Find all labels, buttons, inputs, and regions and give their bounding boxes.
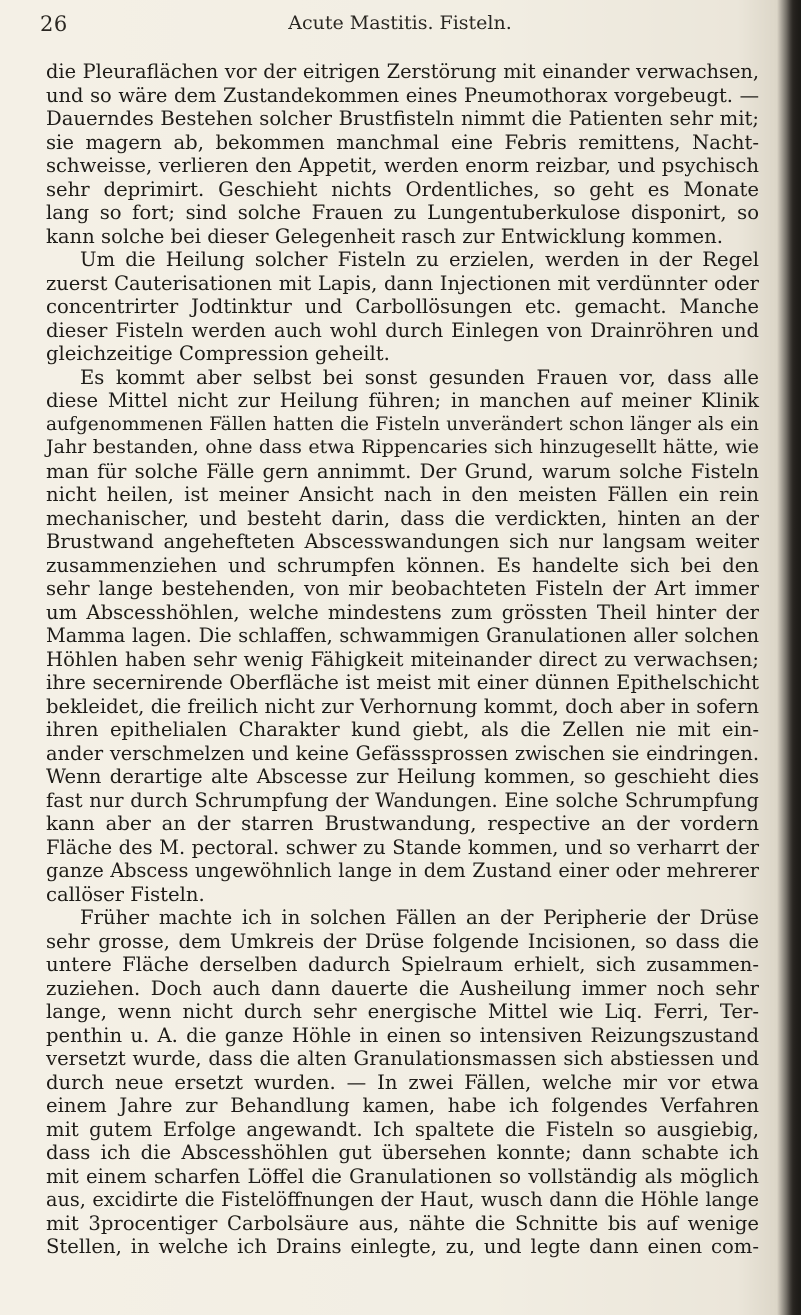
text-line: Brustwand angehefteten Abscesswandungen sich nur langsam weiter <box>46 530 759 553</box>
text-line: ganze Abscess ungewöhnlich lange in dem Zustand einer oder mehrerer <box>46 859 759 882</box>
page-number: 26 <box>40 12 68 36</box>
text-line: ihren epithelialen Charakter kund giebt, als die Zellen nie mit ein- <box>46 718 759 741</box>
text-line: nicht heilen, ist meiner Ansicht nach in den meisten Fällen ein rein <box>46 483 759 506</box>
text-line: ihre secernirende Oberfläche ist meist mit einer dünnen Epithelschicht <box>46 671 759 694</box>
text-line: Stellen, in welche ich Drains einlegte, zu, und legte dann einen com- <box>46 1235 759 1258</box>
text-line: aufgenommenen Fällen hatten die Fisteln unverändert schon länger als ein <box>46 413 759 435</box>
text-line: bekleidet, die freilich nicht zur Verhornung kommt, doch aber in sofern <box>46 694 759 718</box>
text-line: Früher machte ich in solchen Fällen an der Peripherie der Drüse <box>80 906 759 929</box>
text-line: Höhlen haben sehr wenig Fähigkeit miteinander direct zu verwachsen; <box>46 647 759 671</box>
text-line: dieser Fisteln werden auch wohl durch Einlegen von Drainröhren und <box>46 318 759 342</box>
text-line: callöser Fisteln. <box>46 882 205 906</box>
text-line: diese Mittel nicht zur Heilung führen; in manchen auf meiner Klinik <box>46 389 759 412</box>
page-edge-shadow <box>787 0 801 1315</box>
text-line: kann aber an der starren Brustwandung, respective an der vordern <box>46 812 759 835</box>
paragraph-4 <box>46 906 759 1259</box>
text-line: gleichzeitige Compression geheilt. <box>46 342 390 365</box>
text-line: einem Jahre zur Behandlung kamen, habe ich folgendes Verfahren <box>46 1094 759 1117</box>
text-line: mechanischer, und besteht darin, dass die verdickten, hinten an der <box>46 506 759 530</box>
text-line: Fläche des M. pectoral. schwer zu Stande kommen, und so verharrt der <box>46 835 759 859</box>
text-line: Dauerndes Bestehen solcher Brustfisteln nimmt die Patienten sehr mit; <box>46 107 759 130</box>
paragraph-2 <box>46 248 759 366</box>
text-line: untere Fläche derselben dadurch Spielraum erhielt, sich zusammen- <box>46 953 759 976</box>
text-line: versetzt wurde, dass die alten Granulationsmassen sich abstiessen und <box>46 1047 759 1070</box>
text-line: lange, wenn nicht durch sehr energische Mittel wie Liq. Ferri, Ter- <box>46 1000 759 1023</box>
text-line: sehr deprimirt. Geschieht nichts Ordentliches, so geht es Monate <box>46 177 759 201</box>
text-line: penthin u. A. die ganze Höhle in einen so intensiven Reizungszustand <box>46 1023 759 1047</box>
text-line: man für solche Fälle gern annimmt. Der Grund, warum solche Fisteln <box>46 459 759 483</box>
text-line: mit gutem Erfolge angewandt. Ich spaltete die Fisteln so ausgiebig, <box>46 1117 759 1141</box>
text-line: schweisse, verlieren den Appetit, werden enorm reizbar, und psychisch <box>46 154 759 177</box>
text-line: zuziehen. Doch auch dann dauerte die Ausheilung immer noch sehr <box>46 976 759 1000</box>
paragraph-1 <box>46 60 759 248</box>
text-line: und so wäre dem Zustandekommen eines Pneumothorax vorgebeugt. — <box>46 83 759 107</box>
text-line: die Pleuraflächen vor der eitrigen Zerstörung mit einander verwachsen, <box>46 60 759 83</box>
text-line: Wenn derartige alte Abscesse zur Heilung kommen, so geschieht dies <box>46 765 759 788</box>
text-line: mit 3procentiger Carbolsäure aus, nähte die Schnitte bis auf wenige <box>46 1211 759 1235</box>
text-line: zusammenziehen und schrumpfen können. Es handelte sich bei den <box>46 553 759 577</box>
running-title: Acute Mastitis. Fisteln. <box>288 12 512 34</box>
text-line: durch neue ersetzt wurden. — In zwei Fällen, welche mir vor etwa <box>46 1070 759 1094</box>
text-line: Um die Heilung solcher Fisteln zu erzielen, werden in der Regel <box>80 248 759 271</box>
paragraph-3 <box>46 366 759 907</box>
text-line: ander verschmelzen und keine Gefässsprossen zwischen sie eindringen. <box>46 741 759 765</box>
body-text <box>46 60 759 1259</box>
text-line: dass ich die Abscesshöhlen gut übersehen konnte; dann schabte ich <box>46 1141 759 1164</box>
text-line: Es kommt aber selbst bei sonst gesunden Frauen vor, dass alle <box>80 365 759 389</box>
text-line: aus, excidirte die Fistelöffnungen der Haut, wusch dann die Höhle lange <box>46 1188 759 1211</box>
text-line: fast nur durch Schrumpfung der Wandungen. Eine solche Schrumpfung <box>46 788 759 812</box>
text-line: lang so fort; sind solche Frauen zu Lungentuberkulose disponirt, so <box>46 201 759 224</box>
text-line: Mamma lagen. Die schlaffen, schwammigen Granulationen aller solchen <box>46 624 759 647</box>
running-head <box>40 12 760 40</box>
text-line: Jahr bestanden, ohne dass etwa Rippencaries sich hinzugesellt hätte, wie <box>46 436 759 458</box>
text-line: sehr lange bestehenden, von mir beobachteten Fisteln der Art immer <box>46 577 759 600</box>
text-line: um Abscesshöhlen, welche mindestens zum grössten Theil hinter der <box>46 600 759 624</box>
text-line: kann solche bei dieser Gelegenheit rasch zur Entwicklung kommen. <box>46 224 723 248</box>
text-line: sehr grosse, dem Umkreis der Drüse folgende Incisionen, so dass die <box>46 929 759 953</box>
text-line: zuerst Cauterisationen mit Lapis, dann Injectionen mit verdünnter oder <box>46 271 759 295</box>
text-line: mit einem scharfen Löffel die Granulationen so vollständig als möglich <box>46 1164 759 1188</box>
text-line: sie magern ab, bekommen manchmal eine Febris remittens, Nacht- <box>46 130 759 154</box>
text-line: concentrirter Jodtinktur und Carbollösungen etc. gemacht. Manche <box>46 295 759 318</box>
